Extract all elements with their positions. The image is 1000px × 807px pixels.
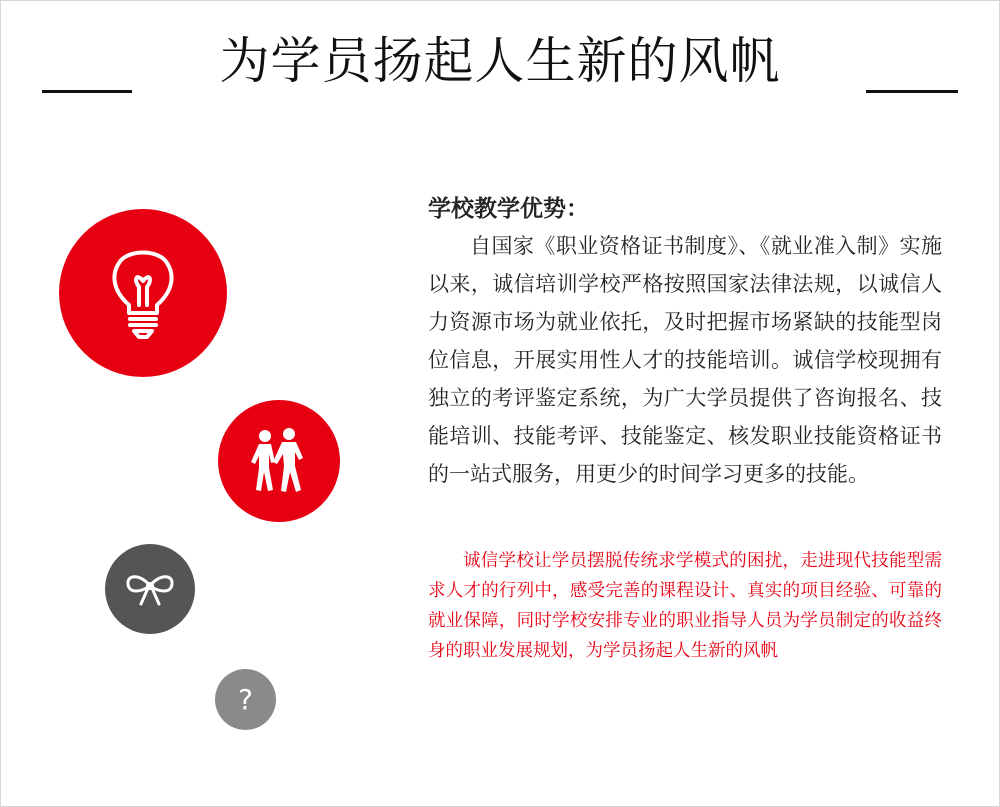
title-line-right (866, 90, 958, 93)
title-line-left (42, 90, 132, 93)
highlight-paragraph: 诚信学校让学员摆脱传统求学模式的困扰，走进现代技能型需求人才的行列中，感受完善的课程设计、真实的项目经验、可靠的就业保障，同时学校安排专业的职业指导人员为学员制定的收益终身的职业发展规划，为学员扬起人生新的风帆 (428, 551, 942, 661)
people-circle (218, 400, 340, 522)
question-icon: ? (238, 682, 253, 716)
bow-circle (105, 544, 195, 634)
question-circle (215, 669, 276, 730)
people-walking-icon (249, 428, 309, 494)
lightbulb-circle (59, 209, 227, 377)
advantages-section (428, 191, 942, 493)
title-row (0, 22, 1000, 102)
advantages-paragraph: 自国家《职业资格证书制度》、《就业准入制》实施以来，诚信培训学校严格按照国家法律法规，以诚信人力资源市场为就业依托，及时把握市场紧缺的技能型岗位信息，开展实用性人才的技能培训。诚信学校现拥有独立的考评鉴定系统，为广大学员提供了咨询报名、技能培训、技能考评、技能鉴定、核发职业技能资格证书的一站式服务，用更少的时间学习更多的技能。 (428, 234, 942, 486)
section-heading: 学校教学优势： (428, 196, 589, 222)
page-title: 为学员扬起人生新的风帆 (219, 32, 781, 90)
bow-icon (125, 572, 175, 606)
lightbulb-icon (103, 243, 183, 343)
